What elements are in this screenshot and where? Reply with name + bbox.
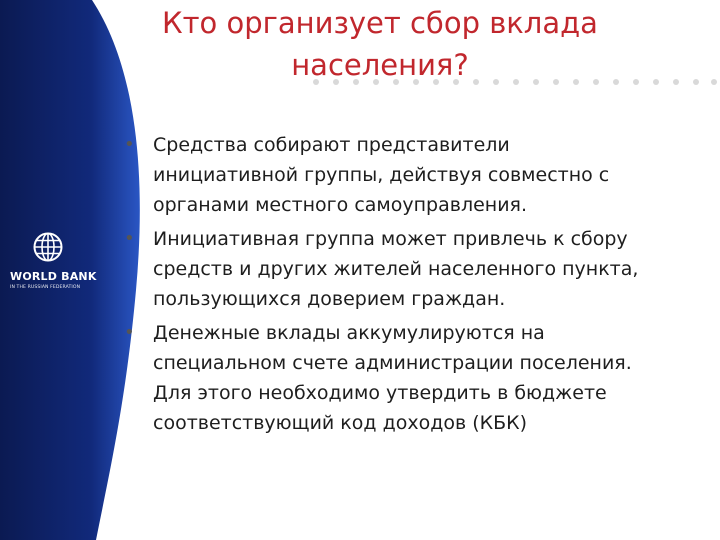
bullet-item-1 — [124, 130, 704, 220]
bullet-line: Для этого необходимо утвердить в бюджете — [153, 382, 607, 404]
bullet-icon: • — [124, 134, 135, 155]
title-line-1: Кто организует сбор вклада — [162, 6, 598, 40]
bullet-text — [153, 130, 713, 220]
bullet-text — [153, 224, 713, 314]
globe-icon — [33, 232, 63, 262]
slide-title — [150, 2, 610, 86]
bullet-list — [124, 130, 704, 442]
logo-tagline: IN THE RUSSIAN FEDERATION — [10, 285, 81, 290]
bullet-line: инициативной группы, действуя совместно с — [153, 164, 610, 186]
bullet-line: Денежные вклады аккумулируются на — [153, 322, 545, 344]
world-bank-logo — [10, 232, 110, 302]
bullet-icon: • — [124, 322, 135, 343]
bullet-line: Средства собирают представители — [153, 134, 510, 156]
bullet-line: органами местного самоуправления. — [153, 194, 528, 216]
bullet-text — [153, 318, 713, 438]
bullet-icon: • — [124, 228, 135, 249]
bullet-line: специальном счете администрации поселения. — [153, 352, 632, 374]
bullet-line: средств и других жителей населенного пункта, — [153, 258, 639, 280]
bullet-item-3 — [124, 318, 704, 438]
bullet-line: Инициативная группа может привлечь к сбору — [153, 228, 628, 250]
bullet-line: соответствующий код доходов (КБК) — [153, 412, 528, 434]
bullet-line: пользующихся доверием граждан. — [153, 288, 506, 310]
logo-name: WORLD BANK — [10, 270, 97, 283]
bullet-item-2 — [124, 224, 704, 314]
title-line-2: населения? — [291, 48, 469, 82]
